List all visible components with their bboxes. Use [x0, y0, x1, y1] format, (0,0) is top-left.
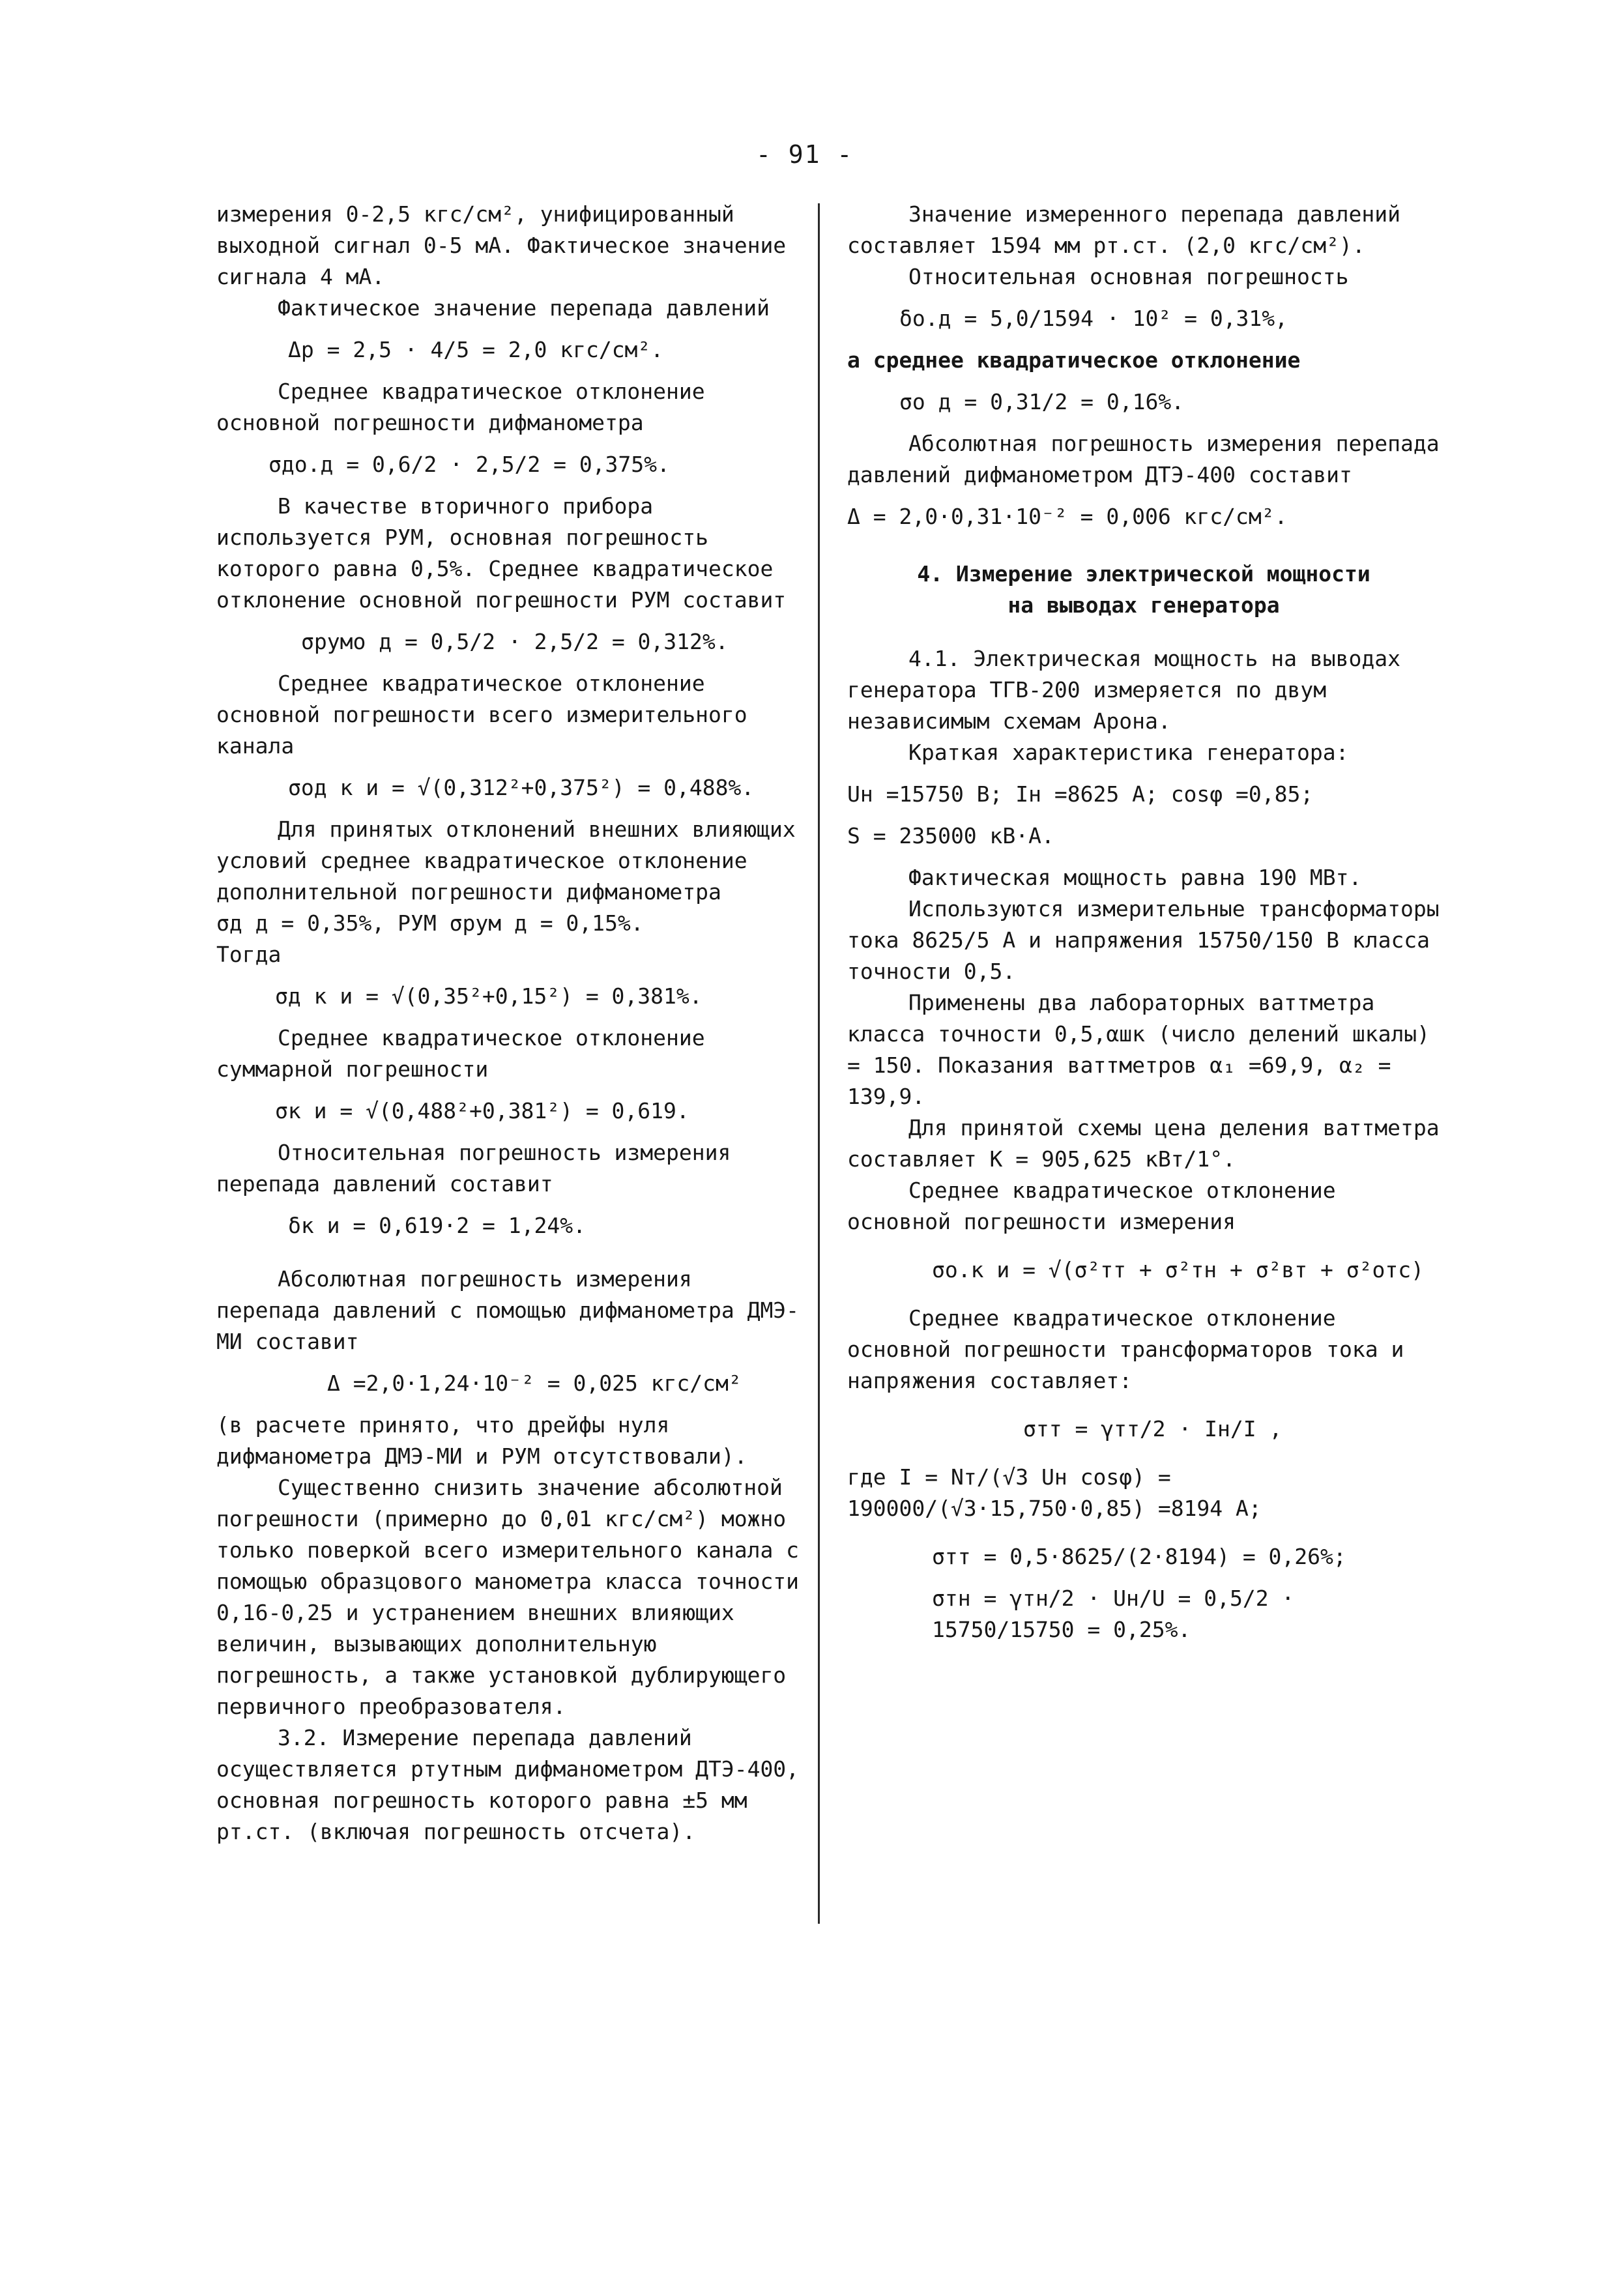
- column-divider: [818, 203, 820, 1924]
- equation: σрумо д = 0,5/2 · 2,5/2 = 0,312%.: [301, 629, 729, 654]
- paragraph: Среднее квадратическое отклонение основной погрешности всего измерительного канала: [216, 671, 761, 759]
- equation: Δ =2,0·1,24·10⁻² = 0,025 кгс/см²: [327, 1370, 742, 1396]
- left-column: [216, 199, 812, 1848]
- paragraph: Фактическая мощность равна 190 МВт.: [908, 865, 1362, 890]
- paragraph: σд д = 0,35%, РУМ σрум д = 0,15%.: [216, 910, 644, 936]
- right-column: [847, 199, 1453, 1656]
- equation: Uн =15750 В; Iн =8625 А; cosφ =0,85;: [847, 781, 1314, 807]
- paragraph: Значение измеренного перепада давлений составляет 1594 мм рт.ст. (2,0 кгс/см²).: [847, 201, 1414, 258]
- paragraph: Относительная основная погрешность: [908, 264, 1349, 289]
- paragraph: Используются измерительные трансформаторы тока 8625/5 А и напряжения 15750/150 В класса точности 0,5.: [847, 896, 1453, 984]
- paragraph: Существенно снизить значение абсолютной погрешности (примерно до 0,01 кгс/см²) можно только поверкой всего измерительного канала с помощью образцового манометра класса точности 0,16-0,25 и устранением внешних влияющих величин, вызывающих дополнительную погрешность, а также установкой дублирующего первичного преобразователя.: [216, 1475, 812, 1719]
- equation: Δp = 2,5 · 4/5 = 2,0 кгс/см².: [288, 337, 664, 362]
- equation: σтт = γтт/2 · Iн/I ,: [1023, 1416, 1283, 1442]
- equation: S = 235000 кВ·А.: [847, 823, 1054, 848]
- paragraph: измерения 0-2,5 кгс/см², унифицированный выходной сигнал 0-5 мА. Фактическое значение сигнала 4 мА.: [216, 201, 800, 289]
- paragraph: а среднее квадратическое отклонение: [847, 347, 1301, 373]
- section-heading: 4. Измерение электрической мощности на выводах генератора: [917, 561, 1370, 618]
- equation: Δ = 2,0·0,31·10⁻² = 0,006 кгс/см².: [847, 504, 1288, 529]
- paragraph: Относительная погрешность измерения перепада давлений составит: [216, 1140, 744, 1196]
- page-number: - 91 -: [756, 140, 854, 169]
- equation: σо д = 0,31/2 = 0,16%.: [899, 389, 1185, 414]
- paragraph: Абсолютная погрешность измерения перепада давлений дифманометром ДТЭ-400 составит: [847, 431, 1453, 487]
- paragraph: 3.2. Измерение перепада давлений осуществляется ртутным дифманометром ДТЭ-400, основная погрешность которого равна ±5 мм рт.ст. (включая погрешность отсчета).: [216, 1725, 812, 1844]
- equation: где I = Nт/(√3 Uн cosφ) = 190000/(√3·15,750·0,85) =8194 А;: [847, 1464, 1262, 1521]
- paragraph: Для принятой схемы цена деления ваттметра составляет K = 905,625 кВт/1°.: [847, 1115, 1453, 1172]
- paragraph: Применены два лабораторных ваттметра класса точности 0,5,αшк (число делений шкалы) = 150. Показания ваттметров α₁ =69,9, α₂ = 139,9.: [847, 990, 1443, 1109]
- paragraph: Среднее квадратическое отклонение суммарной погрешности: [216, 1025, 718, 1082]
- paragraph: (в расчете принято, что дрейфы нуля дифманометра ДМЭ-МИ и РУМ отсутствовали).: [216, 1412, 747, 1469]
- equation: σтн = γтн/2 · Uн/U = 0,5/2 · 15750/15750 = 0,25%.: [932, 1586, 1308, 1642]
- equation: σдо.д = 0,6/2 · 2,5/2 = 0,375%.: [268, 452, 670, 477]
- equation: σк и = √(0,488²+0,381²) = 0,619.: [275, 1098, 689, 1123]
- paragraph: Краткая характеристика генератора:: [908, 740, 1349, 765]
- equation: δк и = 0,619·2 = 1,24%.: [288, 1213, 586, 1238]
- paragraph: Фактическое значение перепада давлений: [278, 295, 770, 321]
- paragraph: 4.1. Электрическая мощность на выводах генератора ТГВ-200 измеряется по двум независимым схемам Арона.: [847, 646, 1414, 734]
- equation: σтт = 0,5·8625/(2·8194) = 0,26%;: [932, 1544, 1346, 1569]
- paragraph: Среднее квадратическое отклонение основной погрешности дифманометра: [216, 379, 718, 435]
- equation: σод к и = √(0,312²+0,375²) = 0,488%.: [288, 775, 755, 800]
- paragraph: Абсолютная погрешность измерения перепада давлений с помощью дифманометра ДМЭ-МИ составит: [216, 1266, 800, 1354]
- paragraph: Тогда: [216, 942, 282, 967]
- paragraph: В качестве вторичного прибора используется РУМ, основная погрешность которого равна 0,5%. Среднее квадратическое отклонение основной погрешности РУМ составит: [216, 493, 787, 613]
- equation: σд к и = √(0,35²+0,15²) = 0,381%.: [275, 983, 703, 1009]
- equation: σо.к и = √(σ²тт + σ²тн + σ²вт + σ²отс): [932, 1257, 1424, 1283]
- equation: δо.д = 5,0/1594 · 10² = 0,31%,: [899, 306, 1288, 331]
- paragraph: Среднее квадратическое отклонение основной погрешности трансформаторов тока и напряжения составляет:: [847, 1305, 1417, 1393]
- paragraph: Среднее квадратическое отклонение основной погрешности измерения: [847, 1178, 1349, 1234]
- paragraph: Для принятых отклонений внешних влияющих условий среднее квадратическое отклонение дополнительной погрешности дифманометра: [216, 817, 809, 905]
